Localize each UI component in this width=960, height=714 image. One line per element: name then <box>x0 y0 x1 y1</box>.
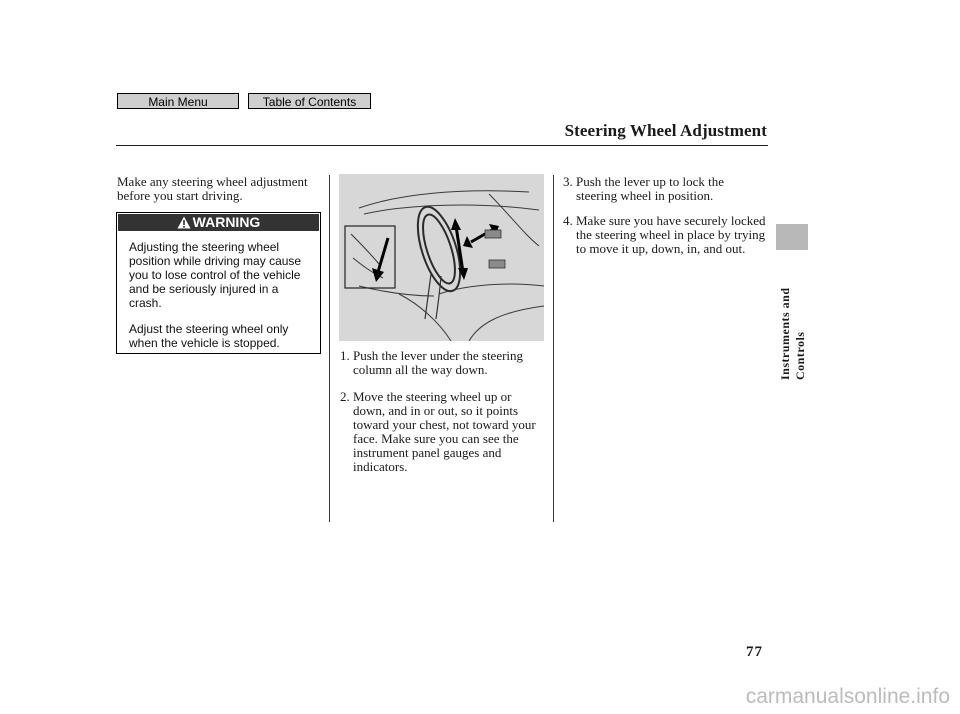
step-text: Make sure you have securely locked the steering wheel in place by trying to move it up, down, in, and out. <box>576 213 766 256</box>
steering-column-illustration <box>339 174 544 341</box>
section-tab-label: Instruments and Controls <box>778 287 807 380</box>
warning-text: Adjusting the steering wheel position while driving may cause you to lose control of the vehicle and be seriously injured in a crash. <box>129 240 302 310</box>
step-number: 1. <box>340 348 350 363</box>
table-of-contents-button[interactable]: Table of Contents <box>248 93 371 109</box>
intro-paragraph: Make any steering wheel adjustment before you start driving. <box>117 174 308 203</box>
step-text: Push the lever up to lock the steering wheel in position. <box>576 174 725 203</box>
section-tab-marker <box>776 224 808 250</box>
page-number: 77 <box>746 644 763 660</box>
column-divider <box>329 175 330 522</box>
step-number: 2. <box>340 389 350 404</box>
step-number: 4. <box>563 213 573 228</box>
step-number: 3. <box>563 174 573 189</box>
page-title: Steering Wheel Adjustment <box>564 121 767 140</box>
warning-heading: WARNING <box>192 214 261 230</box>
column-divider <box>553 175 554 522</box>
title-divider <box>116 145 768 146</box>
warning-triangle-icon <box>177 216 191 233</box>
warning-header <box>118 214 319 231</box>
step-text: Move the steering wheel up or down, and in or out, so it points toward your chest, not toward your face. Make sure you can see the instrument panel gauges and indicators. <box>353 389 536 474</box>
main-menu-button[interactable]: Main Menu <box>117 93 239 109</box>
warning-box <box>116 212 321 354</box>
warning-text: Adjust the steering wheel only when the vehicle is stopped. <box>129 322 289 350</box>
step-text: Push the lever under the steering column all the way down. <box>353 348 524 377</box>
watermark: carmanualsonline.info <box>745 685 950 708</box>
